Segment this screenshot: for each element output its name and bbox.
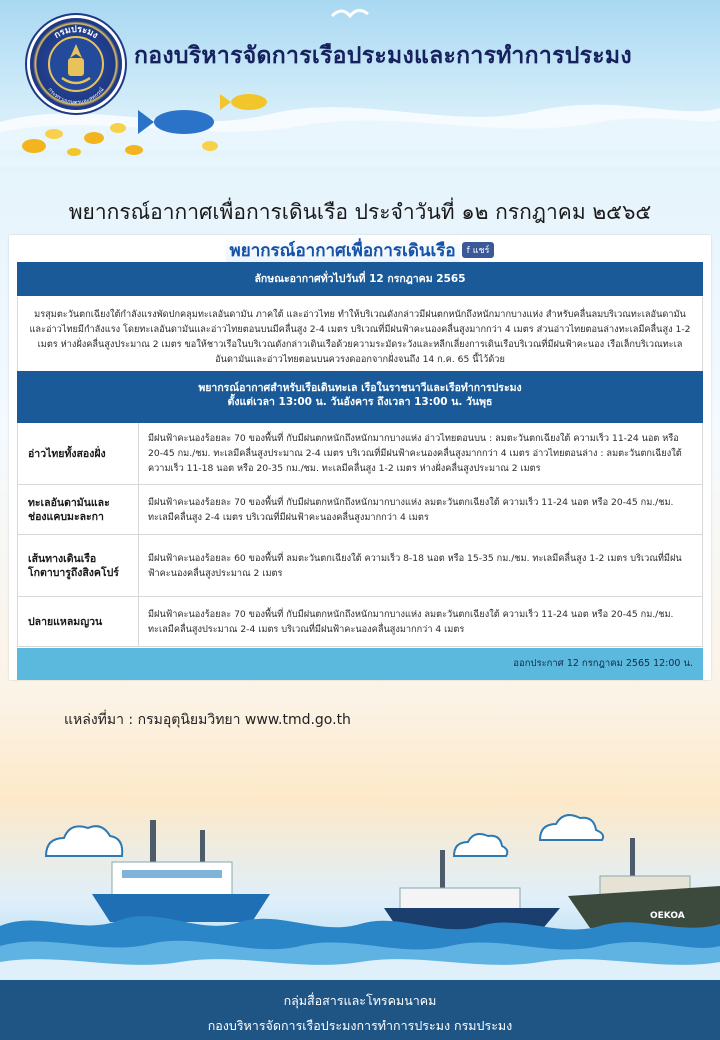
region-forecast: มีฝนฟ้าคะนองร้อยละ 70 ของพื้นที่ กับมีฝนตกหนักถึงหนักมากบางแห่ง ลมตะวันตกเฉียงใต้ ความเร็ว 11-24 นอต หรือ 20-45 กม./ชม. ทะเลมีคลื่นสูงประมาณ 2-4 เมตร บริเวณที่มีฝนฟ้าคะนองคลื่นสูงมากกว่า 4 เมตร xyxy=(148,608,674,635)
table-row xyxy=(17,597,703,647)
forecast-header-line2: ตั้งแต่เวลา 13:00 น. วันอังคาร ถึงเวลา 13:00 น. วันพุธ xyxy=(227,396,493,408)
organization-title: กองบริหารจัดการเรือประมงและการทำการประมง xyxy=(134,43,632,69)
footer-unit: กลุ่มสื่อสารและโทรคมนาคม xyxy=(283,993,437,1008)
facebook-share-button[interactable] xyxy=(462,242,495,258)
region-name: เส้นทางเดินเรือโกตาบารูถึงสิงคโปร์ xyxy=(18,535,139,596)
forecast-period-header xyxy=(17,371,703,423)
table-row xyxy=(17,485,703,535)
forecast-table xyxy=(17,423,703,647)
region-forecast: มีฝนฟ้าคะนองร้อยละ 70 ของพื้นที่ กับมีฝนตกหนักถึงหนักมากบางแห่ง ลมตะวันตกเฉียงใต้ ความเร็ว 11-24 นอต หรือ 20-45 กม./ชม. ทะเลมีคลื่นสูง 2-4 เมตร บริเวณที่มีฝนฟ้าคะนองคลื่นสูงมากกว่า 4 เมตร xyxy=(148,496,674,523)
footer xyxy=(0,980,720,1040)
general-weather-text: มรสุมตะวันตกเฉียงใต้กำลังแรงพัดปกคลุมทะเลอันดามัน ภาคใต้ และอ่าวไทย ทำให้บริเวณดังกล่าวมีฝนตกหนักถึงหนักมากบางแห่ง สำหรับคลื่นลมบริเวณทะเลอันดามันและอ่าวไทยมีกำลังแรง โดยทะเลอันดามันและอ่าวไทยตอนบนมีคลื่นสูง 2-4 เมตร บริเวณที่มีฝนฟ้าคะนองคลื่นสูงมากกว่า 4 เมตร ส่วนอ่าวไทยตอนล่างทะเลมีคลื่นสูง 1-2 เมตร ห่างฝั่งคลื่นสูงประมาณ 2 เมตร ขอให้ชาวเรือในบริเวณดังกล่าวเดินเรือด้วยความระมัดระวังและหลีกเลี่ยงการเดินเรือบริเวณที่มีฝนฟ้าคะนอง เรือเล็กบริเวณทะเล อันดามันและอ่าวไทยตอนบนควรงดออกจากฝั่งจนถึง 14 ก.ค. 65 นี้ไว้ด้วย xyxy=(17,297,703,371)
source-credit: แหล่งที่มา : กรมอุตุนิยมวิทยา www.tmd.go.th xyxy=(64,712,351,728)
fish-school-icon xyxy=(14,88,284,163)
page-headline: พยากรณ์อากาศเพื่อการเดินเรือ ประจำวันที่ ๑๒ กรกฎาคม ๒๕๖๕ xyxy=(68,200,652,224)
table-row xyxy=(17,535,703,597)
share-label: แชร์ xyxy=(472,246,490,256)
general-weather-header: ลักษณะอากาศทั่วไปวันที่ 12 กรกฎาคม 2565 xyxy=(17,262,703,296)
forecast-card xyxy=(9,235,711,680)
fishing-boat-left xyxy=(92,820,270,922)
region-name: ปลายแหลมญวน xyxy=(18,597,139,646)
card-title-row xyxy=(9,235,711,261)
fishing-boat-right xyxy=(568,838,720,928)
header-banner xyxy=(0,0,720,165)
region-forecast: มีฝนฟ้าคะนองร้อยละ 60 ของพื้นที่ ลมตะวันตกเฉียงใต้ ความเร็ว 8-18 นอต หรือ 15-35 กม./ชม. ทะเลมีคลื่นสูง 1-2 เมตร บริเวณที่มีฝนฟ้าคะนองคลื่นสูงประมาณ 2 เมตร xyxy=(148,552,682,579)
svg-text:กระทรวงเกษตรและสหกรณ์: กระทรวงเกษตรและสหกรณ์ xyxy=(46,86,106,107)
fishing-boats-illustration xyxy=(0,760,720,980)
svg-text:กรมประมง: กรมประมง xyxy=(52,24,100,42)
footer-division: กองบริหารจัดการเรือประมงการทำการประมง กรมประมง xyxy=(207,1018,513,1033)
region-forecast: มีฝนฟ้าคะนองร้อยละ 70 ของพื้นที่ กับมีฝนตกหนักถึงหนักมากบางแห่ง อ่าวไทยตอนบน : ลมตะวันตกเฉียงใต้ ความเร็ว 11-24 นอต หรือ 20-45 กม./ชม. ทะเลมีคลื่นสูงประมาณ 2-4 เมตร บริเวณที่มีฝนฟ้าคะนองคลื่นสูงมากกว่า 4 เมตร อ่าวไทยตอนล่าง : ลมตะวันตกเฉียงใต้ ความเร็ว 11-18 นอต หรือ 20-35 กม./ชม. ทะเลมีคลื่นสูง 1-2 เมตร ห่างฝั่งคลื่นสูงประมาณ 2 เมตร xyxy=(148,433,682,474)
seagull-icon xyxy=(330,4,370,26)
cloud-icon xyxy=(46,815,603,856)
region-name: ทะเลอันดามันและช่องแคบมะละกา xyxy=(18,485,139,534)
region-name: อ่าวไทยทั้งสองฝั่ง xyxy=(18,423,139,484)
fishing-boat-middle xyxy=(384,850,560,932)
facebook-icon: f xyxy=(466,246,470,256)
issued-timestamp: ออกประกาศ 12 กรกฎาคม 2565 12:00 น. xyxy=(17,648,703,680)
card-title: พยากรณ์อากาศเพื่อการเดินเรือ xyxy=(226,235,460,266)
table-row xyxy=(17,423,703,485)
forecast-header-line1: พยากรณ์อากาศสำหรับเรือเดินทะเล เรือในราชนาวีและเรือทำการประมง xyxy=(198,382,522,394)
boat-marking: OEKOA xyxy=(650,911,685,921)
